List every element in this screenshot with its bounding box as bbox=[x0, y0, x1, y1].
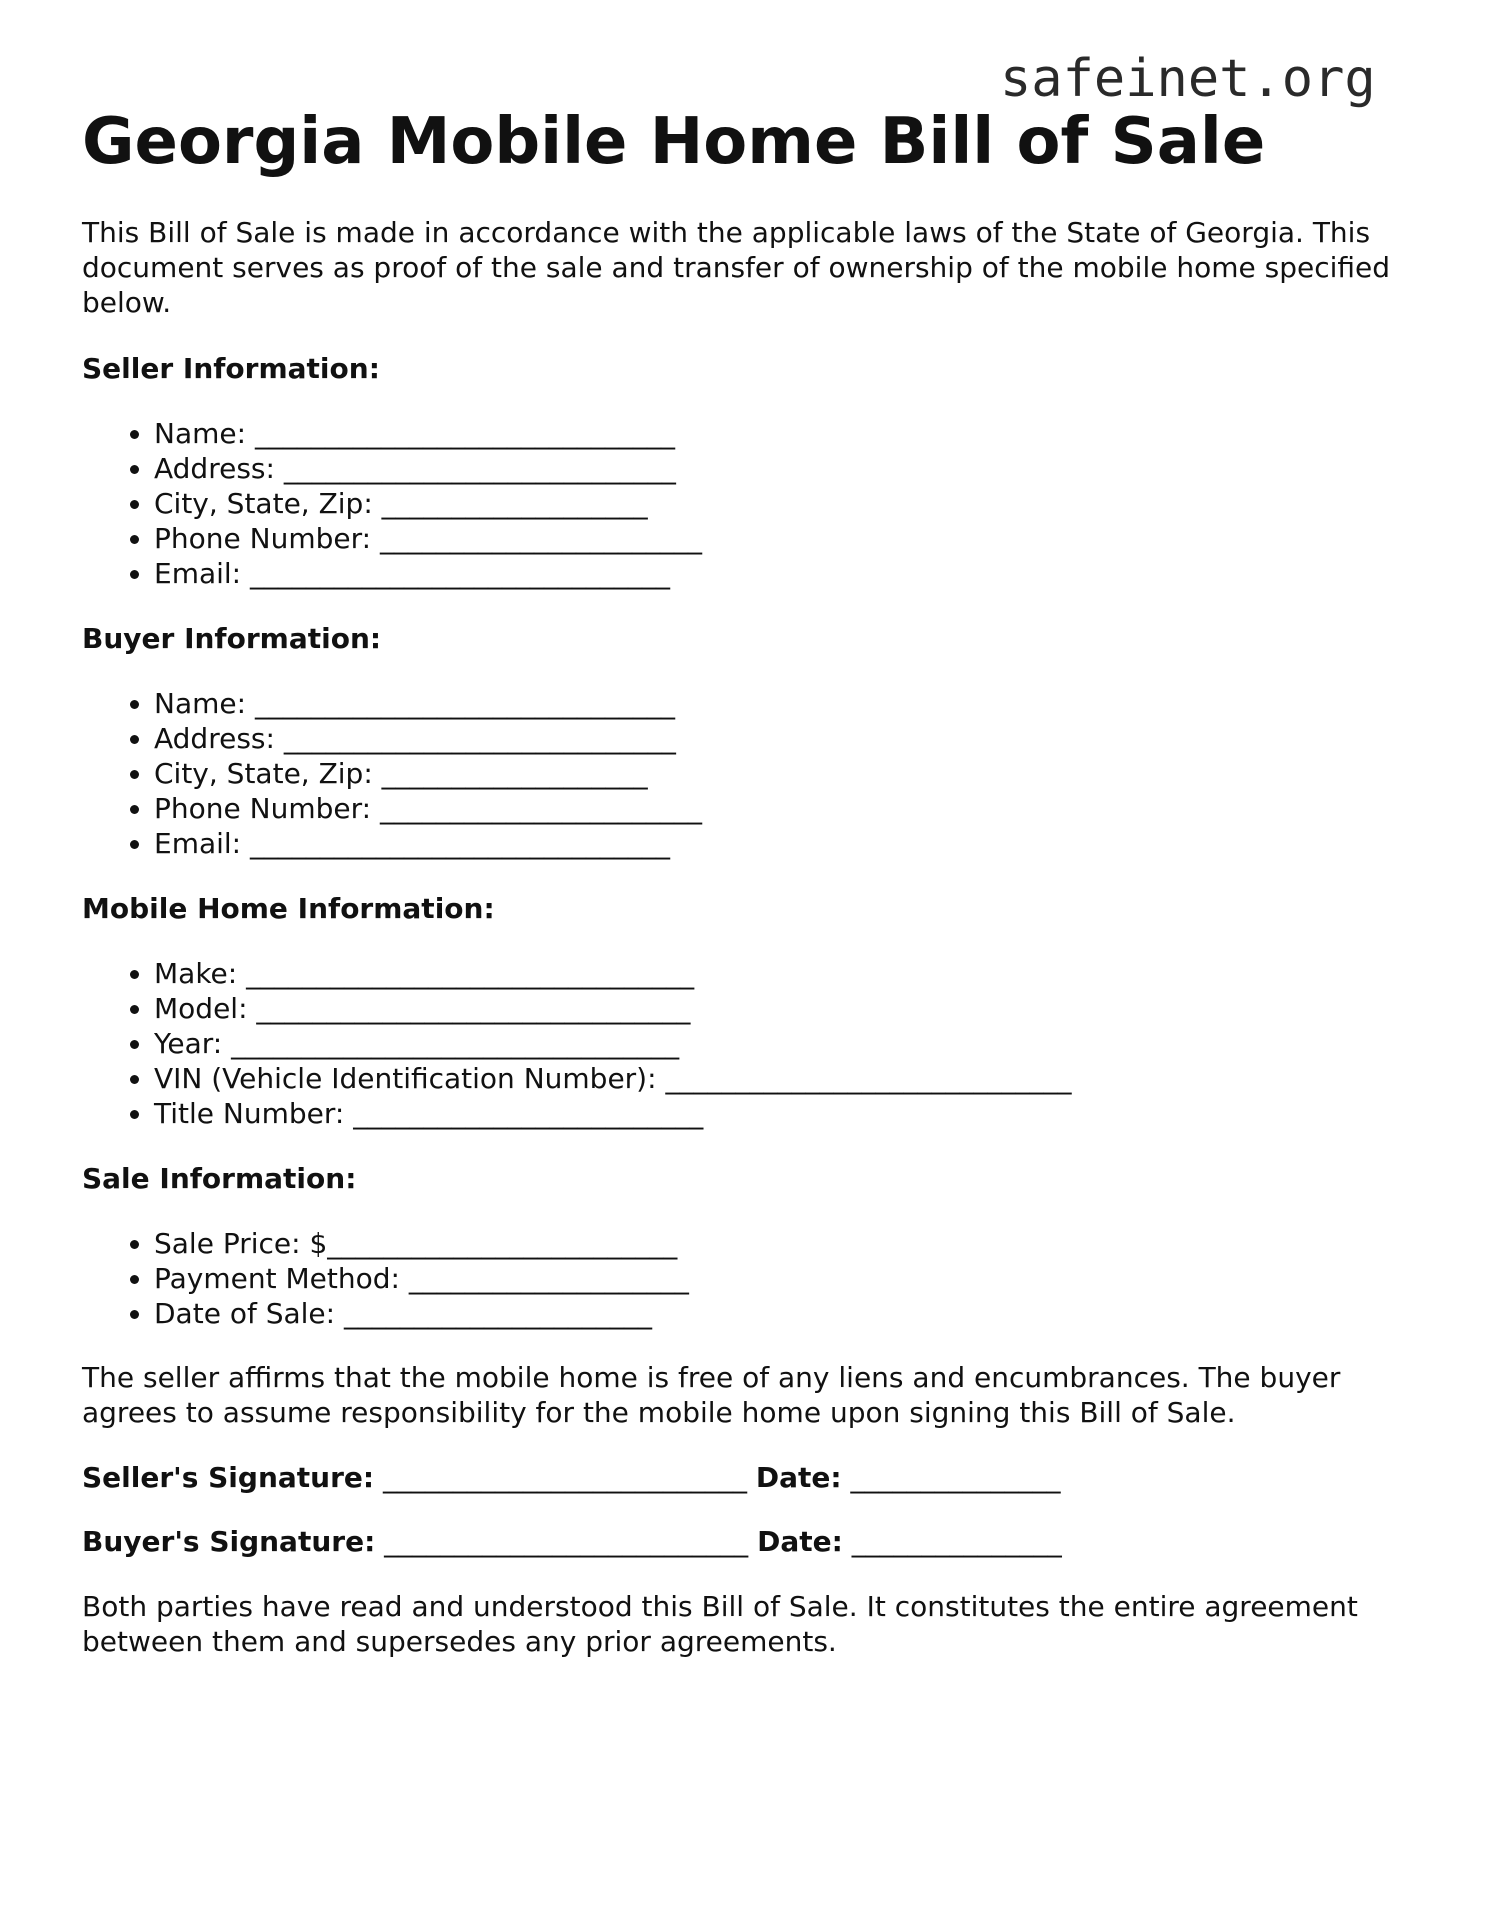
buyer-signature-blank[interactable]: __________________________ bbox=[384, 1525, 749, 1558]
field-label: Phone Number: bbox=[154, 522, 372, 555]
intro-paragraph: This Bill of Sale is made in accordance with the applicable laws of the State of Georgia. This document serves as proof of the sale and transfer of ownership of the mobile home specified below. bbox=[82, 216, 1391, 319]
field-label: City, State, Zip: bbox=[154, 487, 373, 520]
seller-signature-blank[interactable]: __________________________ bbox=[383, 1461, 747, 1494]
seller-heading: Seller Information: bbox=[82, 352, 380, 385]
field-label: Name: bbox=[154, 417, 247, 450]
fill-blank[interactable]: ____________________________ bbox=[283, 722, 676, 755]
buyer-date-blank[interactable]: _______________ bbox=[851, 1525, 1062, 1558]
field-label: Address: bbox=[154, 722, 275, 755]
buyer-heading: Buyer Information: bbox=[82, 622, 382, 655]
closing-paragraph: Both parties have read and understood this Bill of Sale. It constitutes the entire agreement between them and supersedes any prior agreements. bbox=[82, 1590, 1358, 1658]
fill-blank[interactable]: ____________________ bbox=[408, 1262, 689, 1295]
seller-fields bbox=[82, 416, 702, 591]
make-field[interactable] bbox=[154, 956, 1071, 991]
fill-blank[interactable]: ____________________________ bbox=[283, 452, 676, 485]
field-label: Payment Method: bbox=[154, 1262, 400, 1295]
field-label: City, State, Zip: bbox=[154, 757, 373, 790]
mobile-home-heading: Mobile Home Information: bbox=[82, 892, 495, 925]
watermark: safeinet.org bbox=[1000, 49, 1376, 109]
fill-blank[interactable]: ___________________ bbox=[381, 487, 648, 520]
field-label: Name: bbox=[154, 687, 247, 720]
field-label: Email: bbox=[154, 827, 242, 860]
buyer-date-label: Date: bbox=[757, 1525, 843, 1558]
field-label: Email: bbox=[154, 557, 242, 590]
fill-blank[interactable]: _______________________ bbox=[379, 792, 702, 825]
vin-field[interactable] bbox=[154, 1061, 1071, 1096]
field-label: Sale Price: $ bbox=[154, 1227, 328, 1260]
field-label: Year: bbox=[154, 1027, 223, 1060]
fill-blank[interactable]: ______________________________ bbox=[250, 557, 671, 590]
seller-phone-field[interactable] bbox=[154, 521, 702, 556]
buyer-city-state-zip-field[interactable] bbox=[154, 756, 702, 791]
date-of-sale-field[interactable] bbox=[154, 1296, 689, 1331]
fill-blank[interactable]: ______________________________ bbox=[250, 827, 671, 860]
fill-blank[interactable]: ________________________________ bbox=[246, 957, 695, 990]
seller-signature-label: Seller's Signature: bbox=[82, 1461, 375, 1494]
payment-method-field[interactable] bbox=[154, 1261, 689, 1296]
field-label: VIN (Vehicle Identification Number): bbox=[154, 1062, 657, 1095]
year-field[interactable] bbox=[154, 1026, 1071, 1061]
buyer-address-field[interactable] bbox=[154, 721, 702, 756]
fill-blank[interactable]: _________________________ bbox=[353, 1097, 704, 1130]
fill-blank[interactable]: ________________________________ bbox=[231, 1027, 680, 1060]
document-title: Georgia Mobile Home Bill of Sale bbox=[82, 105, 1266, 179]
fill-blank[interactable]: _____________________________ bbox=[665, 1062, 1072, 1095]
field-label: Date of Sale: bbox=[154, 1297, 336, 1330]
field-label: Model: bbox=[154, 992, 248, 1025]
seller-date-blank[interactable]: _______________ bbox=[850, 1461, 1061, 1494]
sale-heading: Sale Information: bbox=[82, 1162, 357, 1195]
fill-blank[interactable]: ___________________ bbox=[381, 757, 648, 790]
field-label: Title Number: bbox=[154, 1097, 345, 1130]
fill-blank[interactable]: ______________________ bbox=[344, 1297, 652, 1330]
fill-blank[interactable]: _______________________ bbox=[379, 522, 702, 555]
fill-blank[interactable]: _________________________ bbox=[327, 1227, 678, 1260]
seller-signature-line bbox=[82, 1460, 1061, 1495]
mobile-home-fields bbox=[82, 956, 1071, 1131]
field-label: Address: bbox=[154, 452, 275, 485]
buyer-phone-field[interactable] bbox=[154, 791, 702, 826]
seller-email-field[interactable] bbox=[154, 556, 702, 591]
fill-blank[interactable]: ______________________________ bbox=[254, 417, 675, 450]
buyer-signature-label: Buyer's Signature: bbox=[82, 1525, 376, 1558]
seller-name-field[interactable] bbox=[154, 416, 702, 451]
buyer-email-field[interactable] bbox=[154, 826, 702, 861]
fill-blank[interactable]: ______________________________ bbox=[254, 687, 675, 720]
seller-address-field[interactable] bbox=[154, 451, 702, 486]
sale-fields bbox=[82, 1226, 689, 1331]
seller-city-state-zip-field[interactable] bbox=[154, 486, 702, 521]
title-number-field[interactable] bbox=[154, 1096, 1071, 1131]
buyer-fields bbox=[82, 686, 702, 861]
field-label: Make: bbox=[154, 957, 238, 990]
field-label: Phone Number: bbox=[154, 792, 372, 825]
model-field[interactable] bbox=[154, 991, 1071, 1026]
buyer-name-field[interactable] bbox=[154, 686, 702, 721]
seller-date-label: Date: bbox=[755, 1461, 842, 1494]
fill-blank[interactable]: _______________________________ bbox=[256, 992, 691, 1025]
buyer-signature-line bbox=[82, 1524, 1062, 1559]
sale-price-field[interactable] bbox=[154, 1226, 689, 1261]
affirmation-paragraph: The seller affirms that the mobile home is free of any liens and encumbrances. The buyer agrees to assume responsibility for the mobile home upon signing this Bill of Sale. bbox=[82, 1361, 1341, 1429]
